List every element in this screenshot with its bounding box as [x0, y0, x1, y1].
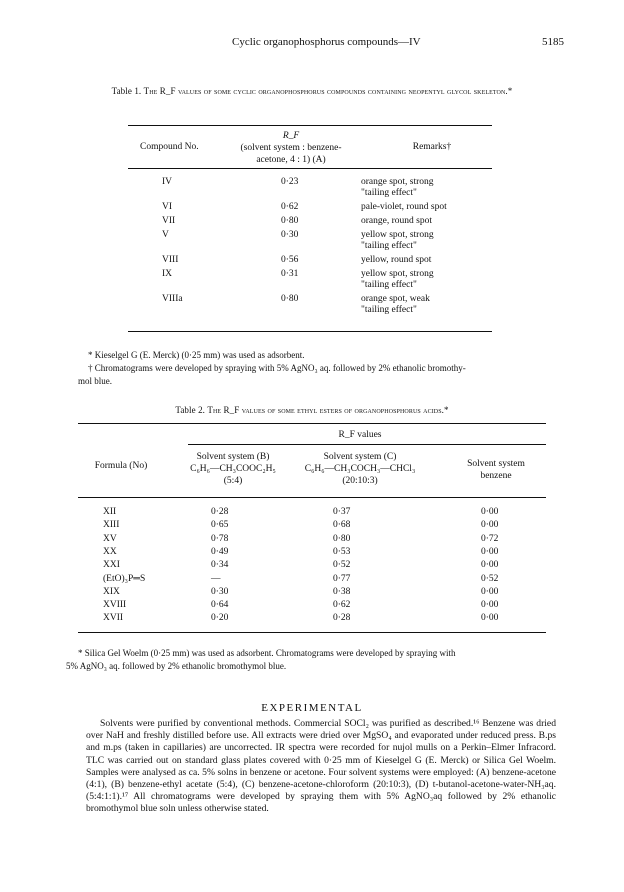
table2-cell-system-b: 0·78 — [211, 533, 229, 544]
table2-cell-system-b: — — [211, 573, 221, 584]
table1-cell-remarks: yellow spot, strong — [361, 269, 434, 279]
table1-cell-rf: 0·30 — [281, 230, 299, 240]
table2-bottom-rule — [78, 632, 546, 633]
table2-caption — [60, 403, 564, 417]
table2-header-c-title: Solvent system (C) — [323, 452, 397, 462]
table2-cell-system-c: 0·80 — [333, 533, 351, 544]
table2-cell-system-b: 0·20 — [211, 613, 229, 624]
table1-footnote-1: * Kieselgel G (E. Merck) (0·25 mm) was used as adsorbent. — [88, 350, 305, 360]
table1-cell-rf: 0·23 — [281, 177, 299, 187]
table2-rf-rule — [188, 444, 546, 445]
table1-cell-compound: VIII — [162, 255, 179, 265]
table1-footnote-2a: † Chromatograms were developed by spraying with 5% AgNO₃ aq. followed by 2% ethanolic bromothy- — [88, 363, 466, 373]
table2-cell-system-benzene: 0·00 — [481, 586, 499, 597]
table2-header-rule — [78, 497, 546, 498]
table1-caption-prefix: Table 1. — [111, 86, 142, 96]
table2-cell-system-c: 0·52 — [333, 560, 351, 571]
table1-caption — [60, 84, 564, 98]
table2-cell-system-b: 0·34 — [211, 560, 229, 571]
table2-header-z-title-2: benzene — [480, 471, 512, 481]
table1-header-compound: Compound No. — [140, 142, 199, 152]
table2-cell-formula: XV — [103, 533, 117, 544]
table1-header-remarks: Remarks† — [412, 142, 452, 152]
table2-cell-formula: XII — [103, 507, 117, 517]
table2-cell-formula: XXI — [103, 560, 120, 571]
table2-cell-formula: XX — [103, 546, 117, 557]
table1-cell-remarks: pale-violet, round spot — [361, 202, 447, 212]
table1-cell-remarks: "tailing effect" — [361, 188, 417, 198]
table2-cell-formula: XVIII — [103, 600, 127, 611]
table1-cell-remarks: orange spot, weak — [361, 294, 430, 304]
table2-cell-system-benzene: 0·00 — [481, 546, 499, 557]
table1-top-rule — [128, 125, 492, 126]
table1-bottom-rule — [128, 331, 492, 332]
table2-cell-formula: XVII — [103, 613, 124, 624]
table1-cell-remarks: "tailing effect" — [361, 241, 417, 251]
experimental-paragraph: Solvents were purified by conventional methods. Commercial SOCl₂ was purified as described.¹⁶ Benzene was dried over NaH and freshly distilled before use. All extracts were dried over MgSO₄ and evaporated under reduced press. B.ps and m.ps (taken in capillaries) are uncorrected. IR spectra were recorded for nujol mulls on a Perkin–Elmer Infracord. TLC was carried out on standard glass plates covered with 0·25 mm of Kieselgel G (E. Merck) or Silica Gel Woelm. Samples were analysed as ca. 5% solns in benzene or acetone. Four solvent systems were employed: (A) benzene-acetone (4:1), (B) benzene-ethyl acetate (5:4), (C) benzene-acetone-chloroform (20:10:3), (D) t-butanol-acetone-water-NH₃aq. (5:4:1:1).¹⁷ All chromatograms were developed by spraying them with 5% AgNO₃aq followed by 2% ethanolic bromothymol blue soln unless otherwise stated. — [86, 718, 556, 815]
running-title: Cyclic organophosphorus compounds—IV — [232, 36, 421, 48]
table2-cell-system-b: 0·30 — [211, 586, 229, 597]
page-number: 5185 — [542, 36, 564, 48]
table1-header-rf-desc-2: acetone, 4 : 1) (A) — [256, 155, 326, 165]
table2-cell-system-c: 0·38 — [333, 586, 351, 597]
table1-cell-remarks: "tailing effect" — [361, 280, 417, 290]
table2-cell-formula: XIII — [103, 520, 120, 531]
table2-cell-system-c: 0·28 — [333, 613, 351, 624]
table1-cell-remarks: yellow spot, strong — [361, 230, 434, 240]
table1-cell-rf: 0·56 — [281, 255, 299, 265]
table1-cell-rf: 0·62 — [281, 202, 299, 212]
table2-header-c-ratio: (20:10:3) — [342, 476, 378, 486]
section-heading-experimental: EXPERIMENTAL — [261, 702, 363, 714]
table2-cell-system-c: 0·77 — [333, 573, 351, 584]
table2-cell-system-benzene: 0·00 — [481, 613, 499, 624]
table2-caption-text: The R_F values of some ethyl esters of organophosphorus acids.* — [207, 405, 449, 415]
table2-cell-system-b: 0·65 — [211, 520, 229, 531]
table2-footnote-b: 5% AgNO₃ aq. followed by 2% ethanolic bromothymol blue. — [66, 661, 287, 671]
table1-cell-rf: 0·80 — [281, 216, 299, 226]
table2-header-b-formula: C₆H₆—CH₃COOC₂H₅ — [190, 464, 276, 474]
table2-header-formula: Formula (No) — [94, 461, 148, 471]
table2-header-b-title: Solvent system (B) — [196, 452, 270, 462]
table1-header-rf-desc-1: (solvent system : benzene- — [240, 143, 342, 153]
table1-cell-rf: 0·31 — [281, 269, 299, 279]
table2-cell-formula: XIX — [103, 586, 120, 597]
table2-caption-prefix: Table 2. — [175, 405, 206, 415]
table1-cell-compound: V — [162, 230, 169, 240]
table1-cell-rf: 0·80 — [281, 294, 299, 304]
table1-cell-compound: VII — [162, 216, 176, 226]
table2-cell-system-benzene: 0·00 — [481, 507, 499, 517]
table1-cell-compound: VI — [162, 202, 173, 212]
table1-cell-compound: VIIIa — [162, 294, 183, 304]
table1-caption-text: The R_F values of some cyclic organophosphorus compounds containing neopentyl glycol skeleton.* — [143, 86, 513, 96]
table2-cell-system-b: 0·49 — [211, 546, 229, 557]
table1-cell-remarks: yellow, round spot — [361, 255, 432, 265]
table1-cell-remarks: orange spot, strong — [361, 177, 434, 187]
table1-header-rf-symbol: R_F — [282, 131, 300, 141]
table1-cell-remarks: orange, round spot — [361, 216, 432, 226]
table1-cell-remarks: "tailing effect" — [361, 305, 417, 315]
table2-header-system-benzene — [446, 458, 546, 482]
table2-cell-system-benzene: 0·00 — [481, 520, 499, 531]
table1-footnote-2b: mol blue. — [78, 376, 112, 386]
table2-header-system-c — [290, 451, 430, 487]
table2-header-b-ratio: (5:4) — [223, 476, 243, 486]
table1-header-rule — [128, 168, 492, 169]
table1-header-rf — [236, 130, 346, 166]
experimental-body — [86, 718, 556, 816]
table2-cell-system-c: 0·62 — [333, 600, 351, 611]
table2-cell-system-c: 0·53 — [333, 546, 351, 557]
table2-cell-system-benzene: 0·00 — [481, 560, 499, 571]
table2-cell-system-benzene: 0·72 — [481, 533, 499, 544]
table2-top-rule — [78, 423, 546, 424]
table2-cell-system-c: 0·68 — [333, 520, 351, 531]
table2-cell-system-benzene: 0·52 — [481, 573, 499, 584]
table2-cell-system-benzene: 0·00 — [481, 600, 499, 611]
table2-header-c-formula: C₆H₆—CH₃COCH₃—CHCl₃ — [304, 464, 416, 474]
table2-cell-system-c: 0·37 — [333, 507, 351, 517]
table1-cell-compound: IV — [162, 177, 173, 187]
table2-cell-formula: (EtO)₃P═S — [103, 573, 146, 584]
table2-cell-system-b: 0·64 — [211, 600, 229, 611]
table2-header-z-title-1: Solvent system — [467, 459, 525, 469]
table1-cell-compound: IX — [162, 269, 173, 279]
table2-cell-system-b: 0·28 — [211, 507, 229, 517]
table2-footnote-a: * Silica Gel Woelm (0·25 mm) was used as adsorbent. Chromatograms were developed by spraying with — [78, 648, 456, 658]
table2-header-rf-values: R_F values — [338, 430, 382, 440]
table2-header-system-b — [168, 451, 298, 487]
